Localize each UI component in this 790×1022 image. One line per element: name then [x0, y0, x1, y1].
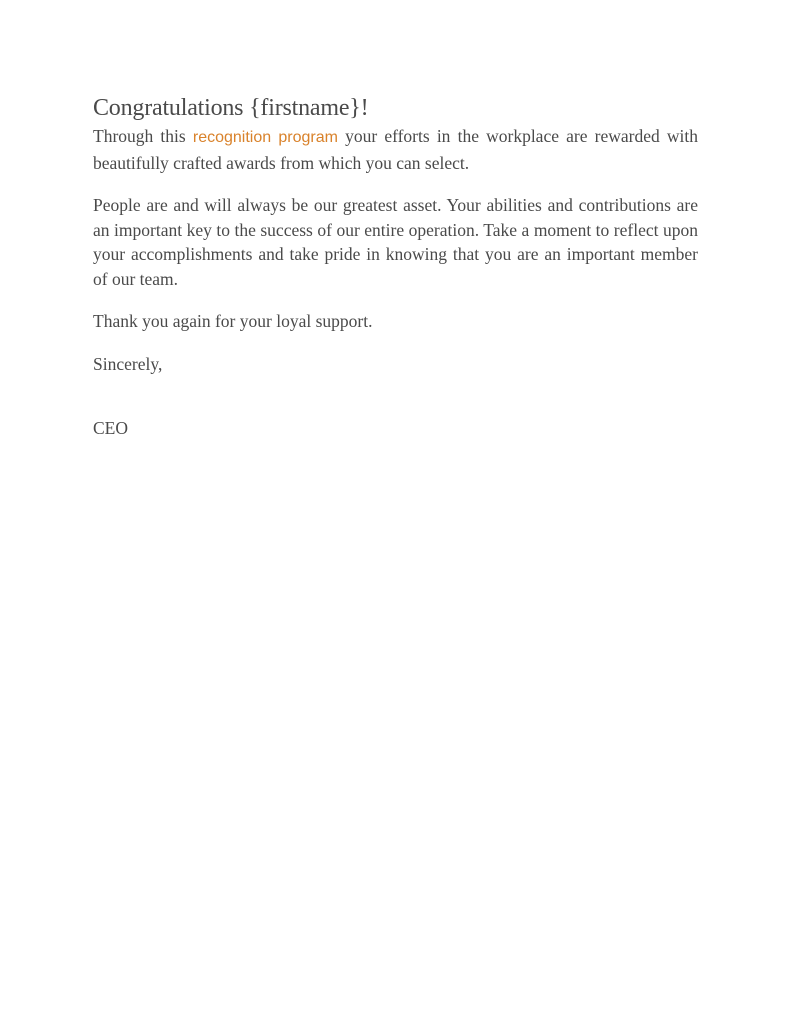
recognition-program-link[interactable]: recognition program	[192, 129, 338, 146]
thank-you-paragraph: Thank you again for your loyal support.	[93, 311, 373, 331]
intro-paragraph	[93, 124, 698, 175]
letter-body	[93, 92, 698, 441]
signature-line: CEO	[93, 418, 128, 438]
closing-line: Sincerely,	[93, 353, 163, 374]
intro-text-before-link: Through this	[93, 126, 193, 146]
assets-paragraph: People are and will always be our greatest asset. Your abilities and contributions are an important key to the success of our entire operation. Take a moment to reflect upon your accomplishments and take pride in knowing that you are an important member of our team.	[93, 195, 698, 289]
letter-heading: Congratulations {firstname}!	[93, 95, 369, 121]
intro-text-after-link: your efforts in the workplace are rewarded with beautifully crafted awards from which you can select.	[93, 126, 699, 173]
